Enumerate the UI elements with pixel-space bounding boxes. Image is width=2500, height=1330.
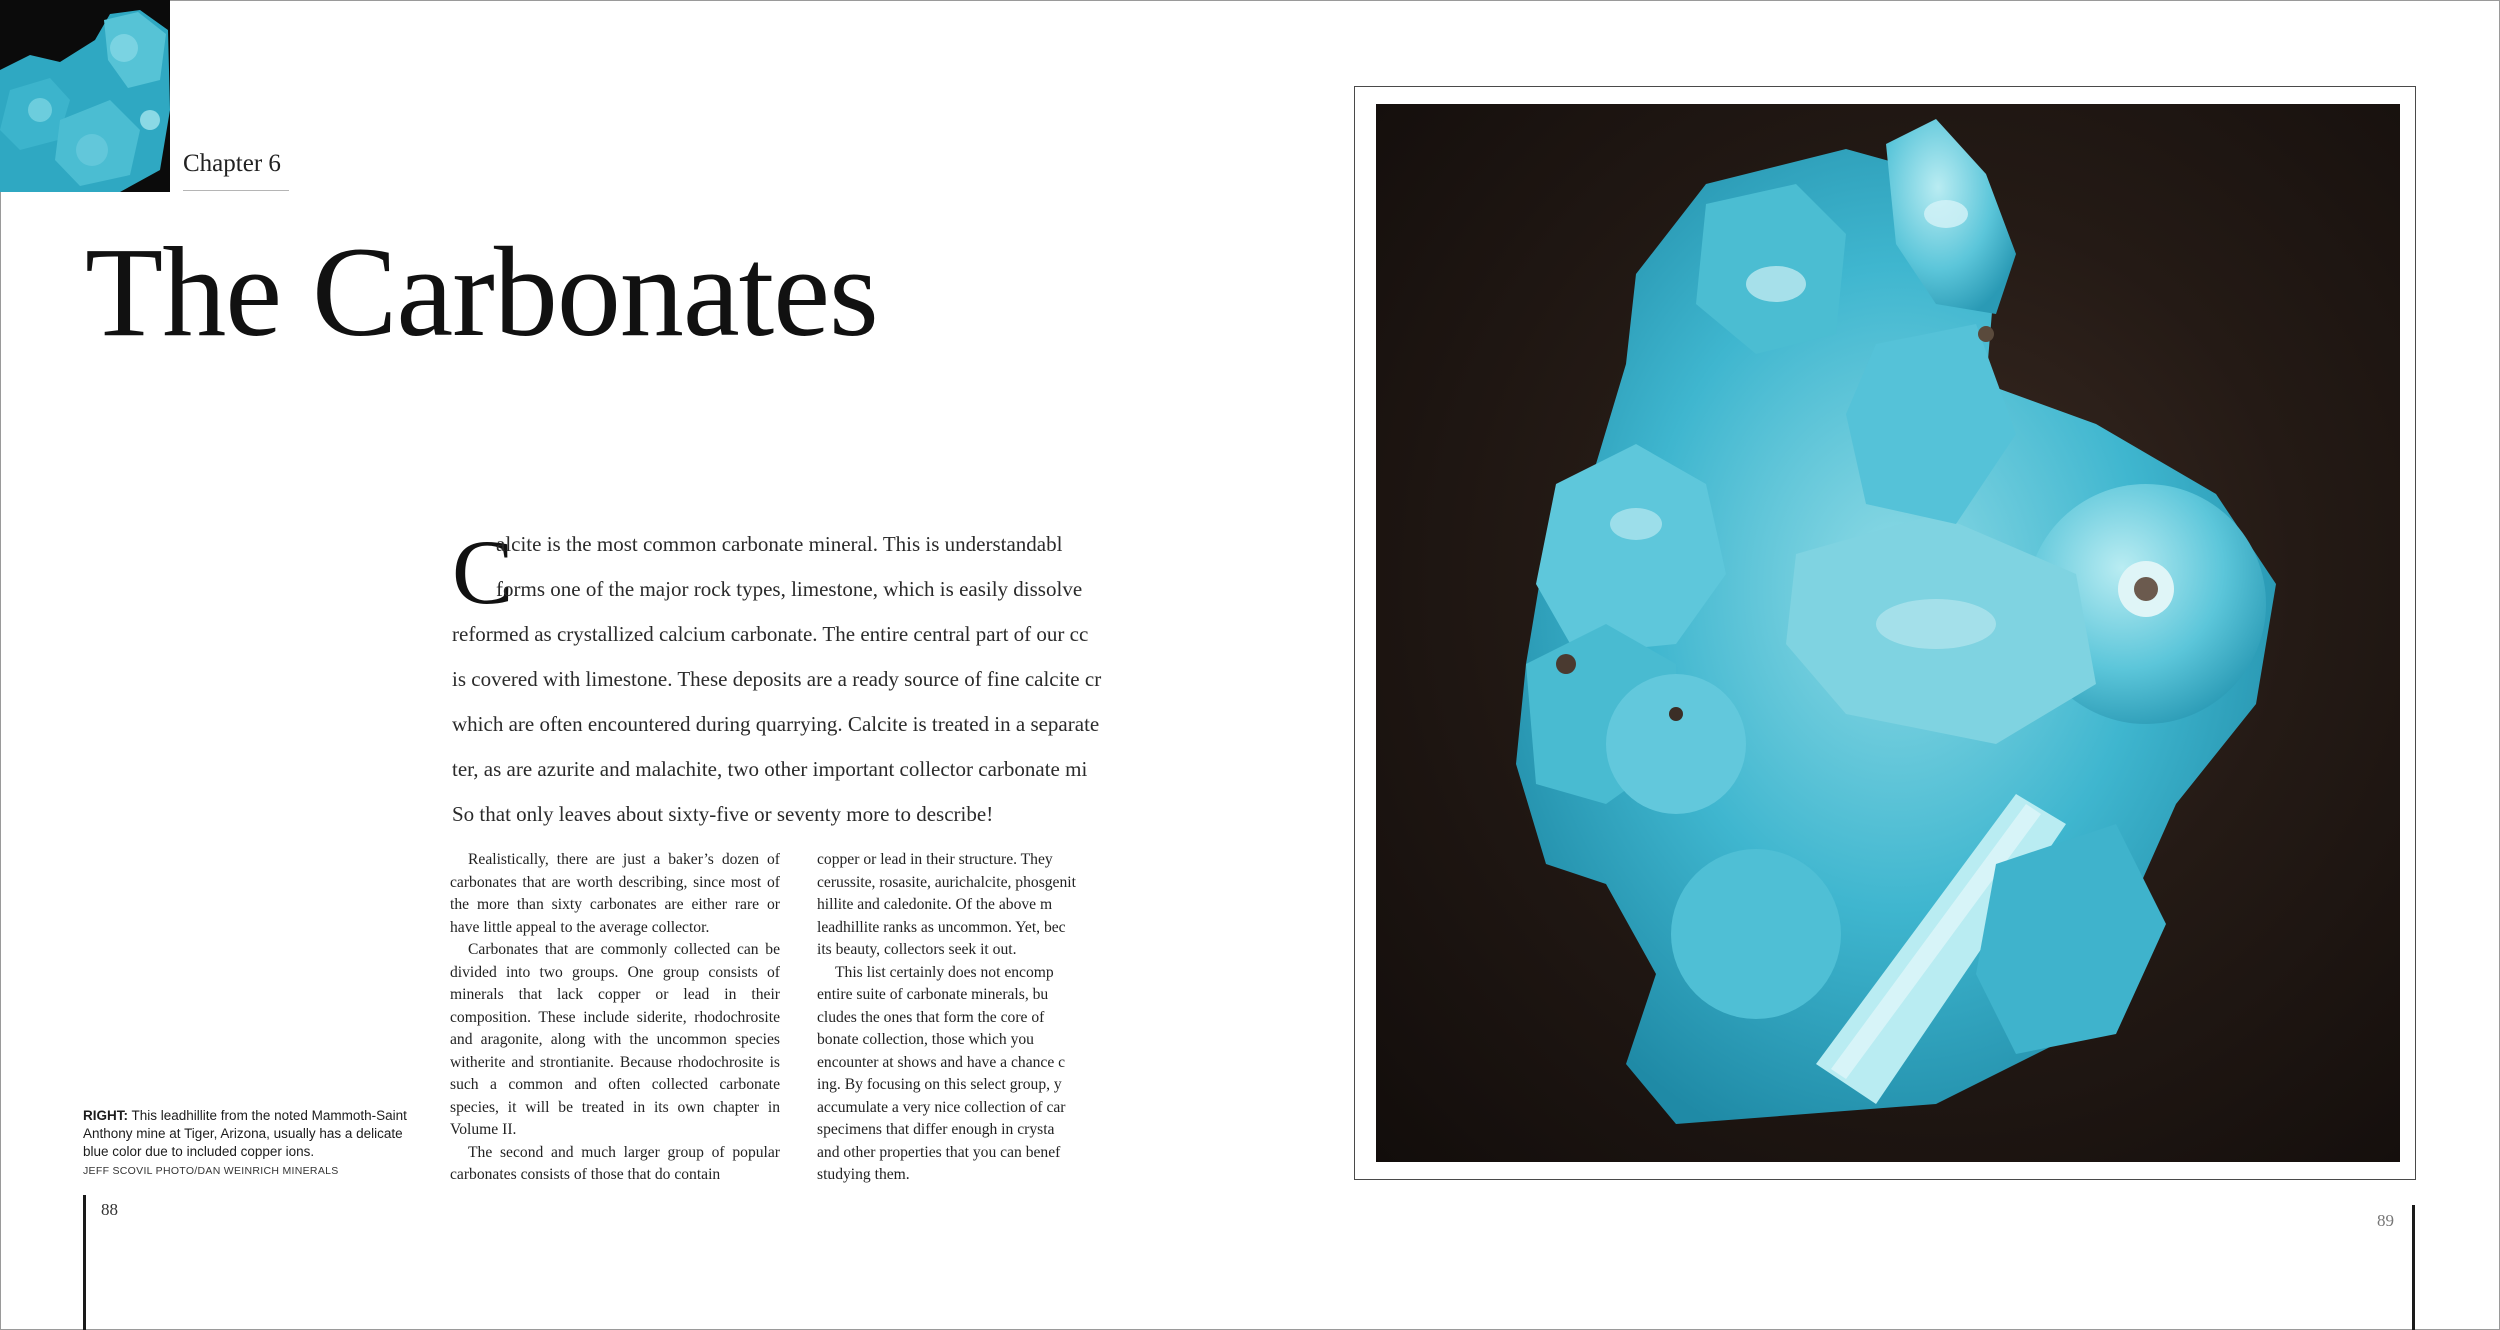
page-number-left: 88: [101, 1200, 118, 1219]
body-line: bonate collection, those which you: [817, 1031, 1034, 1048]
body-line: studying them.: [817, 1166, 910, 1183]
drop-cap: C: [452, 521, 514, 623]
body-paragraph: Carbonates that are commonly collected can be divided into two groups. One group consists of minerals that lack copper or lead in their composition. These include siderite, rhodochrosite and aragonite, along with the uncommon species witherite and strontianite. Because rhodochrosite is such a common and often collected carbonate species, it will be treated in its own chapter in Volume II.: [450, 941, 780, 1138]
body-line: and other properties that you can benef: [817, 1143, 1061, 1161]
chapter-title: The Carbonates: [85, 221, 878, 363]
body-paragraph: Realistically, there are just a baker’s dozen of carbonates that are worth describing, since most of the more than sixty carbonates are either rare or have little appeal to the average collector.: [450, 851, 780, 936]
body-column-right: [817, 849, 1102, 1189]
body-line: entire suite of carbonate minerals, bu: [817, 986, 1049, 1003]
intro-line: ter, as are azurite and malachite, two other important collector carbonate mi: [452, 757, 1088, 781]
body-column-left: [450, 849, 780, 1187]
folio-rule-right: [2412, 1205, 2415, 1330]
body-line: copper or lead in their structure. They: [817, 851, 1053, 868]
body-line: encounter at shows and have a chance c: [817, 1053, 1066, 1071]
body-line: its beauty, collectors seek it out.: [817, 941, 1017, 958]
intro-line: reformed as crystallized calcium carbonate. The entire central part of our cc: [452, 622, 1089, 646]
body-line: specimens that differ enough in crysta: [817, 1121, 1055, 1138]
body-line: This list certainly does not encomp: [835, 963, 1054, 981]
caption-text: This leadhillite from the noted Mammoth-Saint Anthony mine at Tiger, Arizona, usually has a delicate blue color due to included copper ions.: [83, 1108, 407, 1159]
leadhillite-photo: [1376, 104, 2400, 1162]
body-line: ing. By focusing on this select group, y: [817, 1076, 1062, 1093]
body-line: cerussite, rosasite, aurichalcite, phosgenit: [817, 873, 1076, 891]
body-line: cludes the ones that form the core of: [817, 1008, 1045, 1026]
intro-line: which are often encountered during quarrying. Calcite is treated in a separate: [452, 712, 1100, 736]
body-paragraph: The second and much larger group of popular carbonates consists of those that do contain: [450, 1143, 780, 1183]
intro-line: alcite is the most common carbonate mineral. This is understandabl: [496, 532, 1063, 556]
caption-lead: RIGHT:: [83, 1108, 128, 1123]
body-line: accumulate a very nice collection of car: [817, 1098, 1066, 1116]
intro-line: is covered with limestone. These deposits are a ready source of fine calcite cr: [452, 667, 1102, 691]
photo-caption: [83, 1107, 423, 1161]
body-line: hillite and caledonite. Of the above m: [817, 896, 1053, 913]
chapter-rule: [183, 190, 289, 191]
intro-paragraph: [452, 521, 1102, 845]
chapter-label: Chapter 6: [183, 150, 281, 177]
chapter-thumbnail-image: [0, 0, 170, 192]
photo-credit: JEFF SCOVIL PHOTO/DAN WEINRICH MINERALS: [83, 1165, 339, 1177]
intro-line: So that only leaves about sixty-five or seventy more to describe!: [452, 802, 994, 826]
body-line: leadhillite ranks as uncommon. Yet, bec: [817, 918, 1066, 936]
page-number-right: 89: [2377, 1211, 2394, 1230]
intro-line: forms one of the major rock types, limestone, which is easily dissolve: [496, 577, 1083, 601]
folio-rule-left: [83, 1195, 86, 1330]
